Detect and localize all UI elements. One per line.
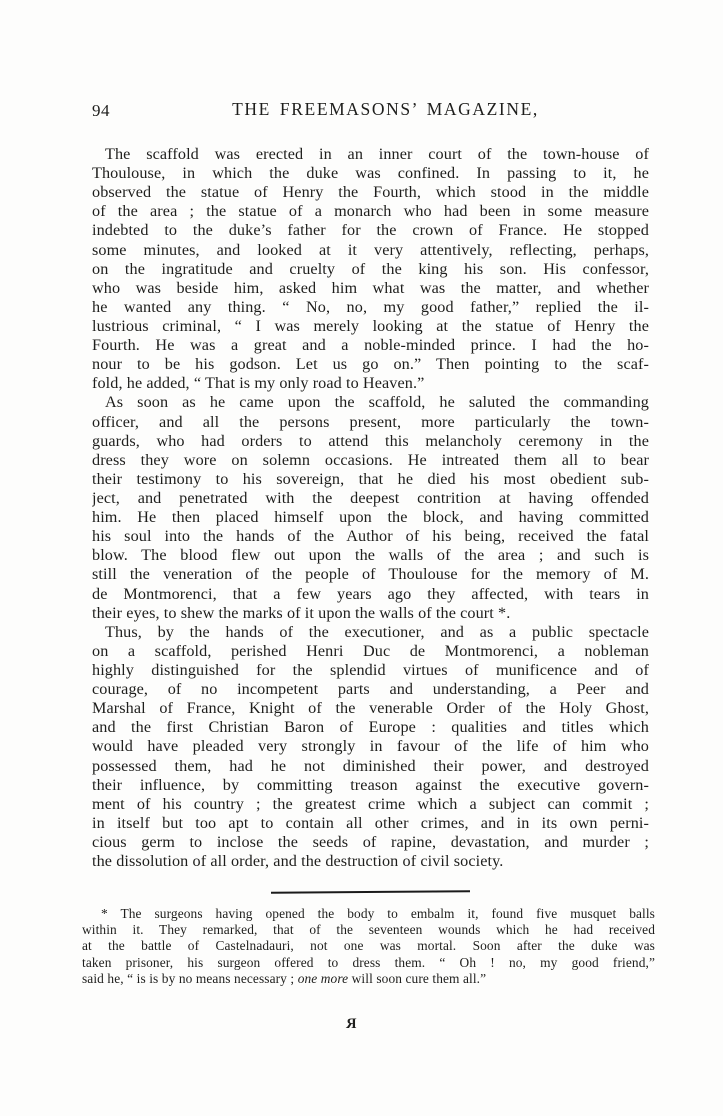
- footnote-line: at the battle of Castelnadauri, not one was mortal. Soon after the duke was: [82, 938, 655, 954]
- text-line: Thoulouse, in which the duke was confined. In passing to it, he: [92, 164, 649, 183]
- text-line: de Montmorenci, that a few years ago they affected, with tears in: [92, 584, 649, 603]
- text-line: in itself but too apt to contain all other crimes, and in its own perni-: [92, 813, 649, 832]
- page-number: 94: [92, 101, 110, 120]
- text-line: their influence, by committing treason against the executive govern-: [92, 775, 649, 794]
- text-line: Thus, by the hands of the executioner, and as a public spectacle: [105, 622, 649, 641]
- text-line: Marshal of France, Knight of the venerable Order of the Holy Ghost,: [92, 699, 649, 718]
- page-header: [0, 99, 723, 125]
- footnote: [82, 906, 655, 987]
- text-line: observed the statue of Henry the Fourth, which stood in the middle: [92, 183, 649, 202]
- text-line: dress they wore on solemn occasions. He intreated them all to bear: [92, 450, 649, 469]
- text-line: ment of his country ; the greatest crime which a subject can commit ;: [92, 794, 649, 813]
- header-title: THE FREEMASONS’ MAGAZINE,: [232, 99, 539, 119]
- paragraph: [92, 145, 649, 393]
- text-line: cious germ to inclose the seeds of rapine, devastation, and murder ;: [92, 832, 649, 851]
- text-line: lustrious criminal, “ I was merely looking at the statue of Henry the: [92, 316, 649, 335]
- signature-letter: R: [346, 1016, 357, 1032]
- signature-mark: [0, 1016, 703, 1033]
- text-line: possessed them, had he not diminished their power, and destroyed: [92, 756, 649, 775]
- text-line: courage, of no incompetent parts and understanding, a Peer and: [92, 680, 649, 699]
- text-line: who was beside him, asked him what was the matter, and whether: [92, 278, 649, 297]
- text-line: nour to be his godson. Let us go on.” Then pointing to the scaf-: [92, 355, 649, 374]
- footnote-divider: [271, 890, 470, 893]
- text-line: As soon as he came upon the scaffold, he saluted the commanding: [105, 393, 649, 412]
- text-line: him. He then placed himself upon the block, and having committed: [92, 508, 649, 527]
- text-line: officer, and all the persons present, more particularly the town-: [92, 412, 649, 431]
- text-line: their testimony to his sovereign, that he died his most obedient sub-: [92, 469, 649, 488]
- footnote-line: taken prisoner, his surgeon offered to dress them. “ Oh ! no, my good friend,”: [82, 954, 655, 970]
- text-line: on the ingratitude and cruelty of the king his son. His confessor,: [92, 259, 649, 278]
- body-text: [92, 145, 649, 871]
- text-line: highly distinguished for the splendid virtues of munificence and of: [92, 660, 649, 679]
- footnote-line: * The surgeons having opened the body to embalm it, found five musquet balls: [101, 906, 655, 921]
- text-line: on a scaffold, perished Henri Duc de Montmorenci, a nobleman: [92, 641, 649, 660]
- text-line: indebted to the duke’s father for the crown of France. He stopped: [92, 221, 649, 240]
- text-line: he wanted any thing. “ No, no, my good father,” replied the il-: [92, 297, 649, 316]
- text-line: still the veneration of the people of Thoulouse for the memory of M.: [92, 565, 649, 584]
- text-line: guards, who had orders to attend this melancholy ceremony in the: [92, 431, 649, 450]
- text-line: and the first Christian Baron of Europe : qualities and titles which: [92, 718, 649, 737]
- text-line: would have pleaded very strongly in favour of the life of him who: [92, 737, 649, 756]
- text-line: Fourth. He was a great and a noble-minded prince. I had the ho-: [92, 336, 649, 355]
- paragraph: [92, 623, 649, 871]
- text-line: some minutes, and looked at it very attentively, reflecting, perhaps,: [92, 240, 649, 259]
- text-line: of the area ; the statue of a monarch who had been in some measure: [92, 202, 649, 221]
- text-line: the dissolution of all order, and the destruction of civil society.: [92, 852, 504, 871]
- text-line: fold, he added, “ That is my only road to Heaven.”: [92, 374, 425, 393]
- text-line: The scaffold was erected in an inner court of the town-house of: [105, 145, 649, 163]
- text-line: ject, and penetrated with the deepest contrition at having offended: [92, 488, 649, 507]
- text-line: their eyes, to shew the marks of it upon the walls of the court *.: [92, 603, 511, 622]
- footnote-line: within it. They remarked, that of the seventeen wounds which he had received: [82, 922, 655, 938]
- paragraph: [92, 393, 649, 622]
- text-line: his soul into the hands of the Author of his being, received the fatal: [92, 527, 649, 546]
- footnote-line: said he, “ is is by no means necessary ; one more will soon cure them all.”: [82, 970, 487, 986]
- text-line: blow. The blood flew out upon the walls of the area ; and such is: [92, 546, 649, 565]
